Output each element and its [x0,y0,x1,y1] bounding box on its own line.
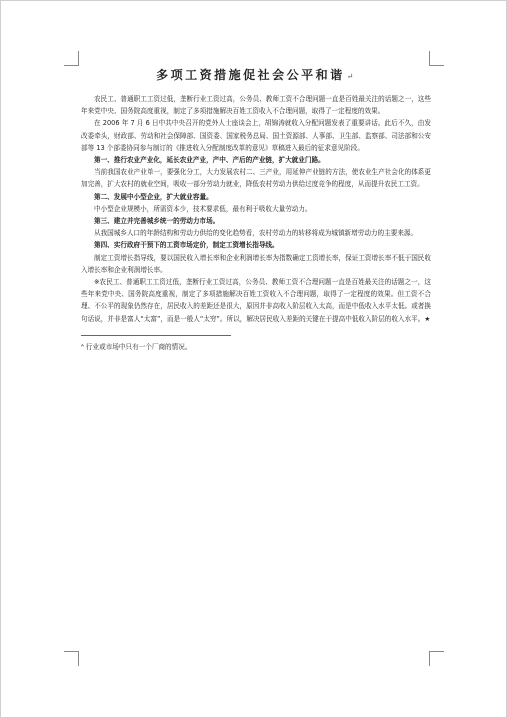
footnote-separator [81,335,231,336]
document-title [81,69,431,85]
crop-mark-top-right [429,51,444,66]
paragraph-1: 农民工、普通职工工资过低，垄断行业工资过高，公务员、教师工资不合理问题一直是百姓最关注的话题之一，这些年来党中央、国务院高度重视，制定了多项措施解决百姓工资收入不合理问题，取得了一定程度的效果。 [81,95,431,116]
paragraph-mark-icon: ↵ [346,72,356,81]
paragraph-3: 当前我国农业产业单一，要强化分工，大力发展农村二、三产业，用延伸产业链的方法，使农业生产社会化的体系更加完善，扩大农村的就业空间，吸收一部分劳动力就业，降低农村劳动力供给过度竞争的程度，从而提升农民工工资。 [81,168,431,189]
paragraph-2: 在 2006 年 7 月 6 日中共中央召开的党外人士座谈会上，胡锦涛就收入分配问题发表了重要讲话。此后不久，由发改委牵头，财政部、劳动和社会保障部、国资委、国家税务总局、国土资源部、人事部、卫生部、监察部、司法部和公安部等 13 个部委协同参与制订的《推进收入分配制度改革的意见》草稿进入最后的征求意见阶段。 [81,119,431,152]
document-body[interactable] [81,67,431,353]
heading-2: 第二、发展中小型企业，扩大就业容量。 [94,192,213,201]
footnote: ᴬ 行业或市场中只有一个厂商的情况。 [81,342,192,351]
title-text: 多项工资措施促社会公平和谐 [156,68,345,82]
heading-3: 第三、建立并完善城乡统一的劳动力市场。 [94,217,220,226]
crop-mark-bottom-left [64,651,79,666]
crop-mark-bottom-right [429,651,444,666]
heading-1: 第一、推行农业产业化，延长农业产业，产中、产后的产业链，扩大就业门路。 [94,156,325,165]
paragraph-7: ※农民工、普通职工工资过低，垄断行业工资过高，公务员、教师工资不合理问题一直是百姓最关注的话题之一，这些年来党中央、国务院高度重视，制定了多项措施解决百姓工资收入不合理问题，取得了一定程度的效果。但工资不合理、不公平的现象仍然存在，居民收入的差距还是很大，原因并非高收入阶层收入太高，而是中低收入水平太低。或者换句话说，并非是富人“太富”，而是一般人“太穷”。所以，解决居民收入差距的关键在于提高中低收入阶层的收入水平。★ [81,278,431,323]
paragraph-5: 从我国城乡人口的年龄结构和劳动力供给的变化趋势看，农村劳动力的转移将成为城镇新增劳动力的主要来源。 [94,229,418,238]
paragraph-4: 中小型企业规模小，所需资本少，技术要求低，最有利于吸收大量劳动力。 [94,204,312,213]
paragraph-6: 制定工资增长指导线，要以国民收入增长率和企业利润增长率为指数确定工资增长率，保证工资增长率不低于国民收入增长率和企业利润增长率。 [81,253,431,274]
heading-4: 第四、实行政府干预下的工资市场定价，制定工资增长指导线。 [94,241,279,250]
crop-mark-top-left [64,51,79,66]
